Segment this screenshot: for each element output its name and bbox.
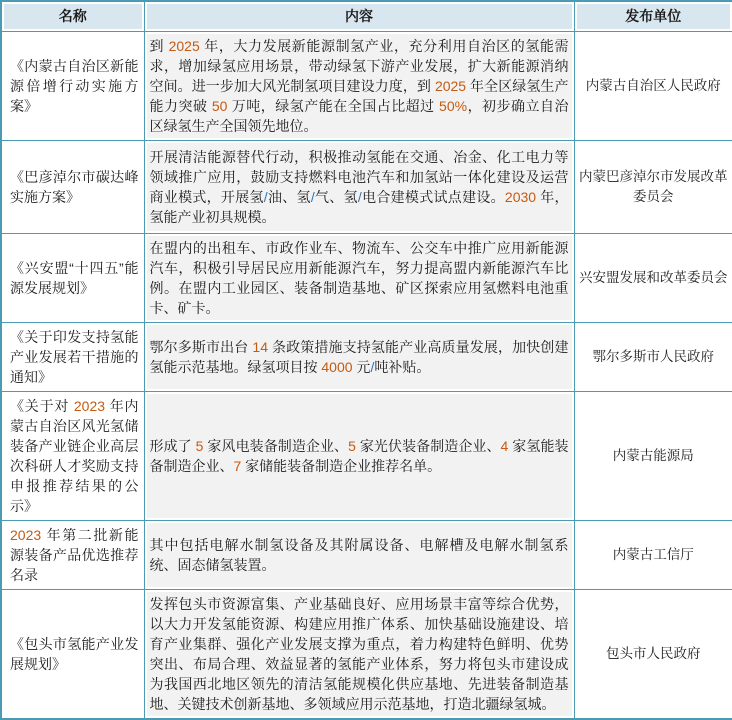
table-row bbox=[1, 233, 732, 322]
name-cell: 《包头市氢能产业发展规划》 bbox=[1, 589, 144, 719]
content-cell: 鄂尔多斯市出台 14 条政策措施支持氢能产业高质量发展，加快创建氢能示范基地。绿氢项目按 4000 元/吨补贴。 bbox=[144, 322, 574, 391]
name-cell: 《关于印发支持氢能产业发展若干措施的通知》 bbox=[1, 322, 144, 391]
table-row bbox=[1, 31, 732, 140]
name-cell: 2023 年第二批新能源装备产品优选推荐名录 bbox=[1, 520, 144, 589]
publisher-cell: 包头市人民政府 bbox=[574, 589, 732, 719]
name-cell: 《内蒙古自治区新能源倍增行动实施方案》 bbox=[1, 31, 144, 140]
table-row bbox=[1, 140, 732, 233]
publisher-cell: 兴安盟发展和改革委员会 bbox=[574, 233, 732, 322]
publisher-cell: 内蒙古能源局 bbox=[574, 391, 732, 520]
publisher-cell: 内蒙古自治区人民政府 bbox=[574, 31, 732, 140]
name-cell: 《兴安盟“十四五”能源发展规划》 bbox=[1, 233, 144, 322]
content-cell: 开展清洁能源替代行动，积极推动氢能在交通、冶金、化工电力等领域推广应用，鼓励支持燃料电池汽车和加氢站一体化建设及运营商业模式，开展氢/油、氢/气、氢/电合建模式试点建设。2030 年，氢能产业初具规模。 bbox=[144, 140, 574, 233]
table-row bbox=[1, 589, 732, 719]
publisher-cell: 内蒙古工信厅 bbox=[574, 520, 732, 589]
table-row bbox=[1, 322, 732, 391]
name-cell: 《巴彦淖尔市碳达峰实施方案》 bbox=[1, 140, 144, 233]
content-cell: 发挥包头市资源富集、产业基础良好、应用场景丰富等综合优势，以大力开发氢能资源、构建应用推广体系、加快基础设施建设、培育产业集群、强化产业发展支撑为重点，着力构建特色鲜明、优势突出、布局合理、效益显著的氢能产业体系，努力将包头市建设成为我国西北地区领先的清洁氢能规模化供应基地、先进装备制造基地、关键技术创新基地、多领域应用示范基地，打造北疆绿氢城。 bbox=[144, 589, 574, 719]
content-cell: 在盟内的出租车、市政作业车、物流车、公交车中推广应用新能源汽车，积极引导居民应用新能源汽车，努力提高盟内新能源汽车比例。在盟内工业园区、装备制造基地、矿区探索应用氢燃料电池重卡、矿卡。 bbox=[144, 233, 574, 322]
table-body bbox=[1, 31, 732, 719]
header-cell-publisher: 发布单位 bbox=[574, 1, 732, 31]
name-cell: 《关于对 2023 年内蒙古自治区风光氢储装备产业链企业高层次科研人才奖励支持申报推荐结果的公示》 bbox=[1, 391, 144, 520]
header-cell-content: 内容 bbox=[144, 1, 574, 31]
publisher-cell: 内蒙巴彦淖尔市发展改革委员会 bbox=[574, 140, 732, 233]
publisher-cell: 鄂尔多斯市人民政府 bbox=[574, 322, 732, 391]
table-row bbox=[1, 520, 732, 589]
header-row bbox=[1, 1, 732, 31]
content-cell: 形成了 5 家风电装备制造企业、5 家光伏装备制造企业、4 家氢能装备制造企业、7 家储能装备制造企业推荐名单。 bbox=[144, 391, 574, 520]
content-cell: 其中包括电解水制氢设备及其附属设备、电解槽及电解水制氢系统、固态储氢装置。 bbox=[144, 520, 574, 589]
header-cell-name: 名称 bbox=[1, 1, 144, 31]
content-cell: 到 2025 年，大力发展新能源制氢产业，充分利用自治区的氢能需求，增加绿氢应用场景，带动绿氢下游产业发展，扩大新能源消纳空间。进一步加大风光制氢项目建设力度，到 2025 年全区绿氢生产能力突破 50 万吨，绿氢产能在全国占比超过 50%，初步确立自治区绿氢生产全国领先地位。 bbox=[144, 31, 574, 140]
table-row bbox=[1, 391, 732, 520]
